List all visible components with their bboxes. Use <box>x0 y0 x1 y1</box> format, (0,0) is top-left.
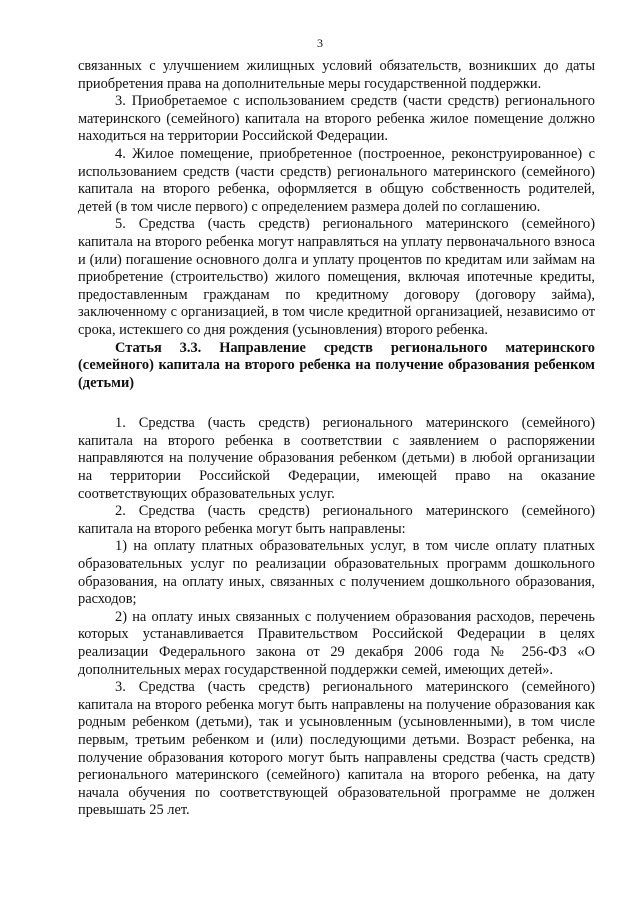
paragraph-continuation: связанных с улучшением жилищных условий обязательств, возникших до даты приобретения права на дополнительные меры государственной поддержки. <box>78 58 595 92</box>
page-number: 3 <box>317 36 323 50</box>
paragraph-item-5: 5. Средства (часть средств) регионального материнского (семейного) капитала на второго ребенка могут направляться на уплату первоначального взноса и (или) погашение основного долга и уплату процентов по кредитам или займам на приобретение (строительство) жилого помещения, включая ипотечные кредиты, предоставленным гражданам по кредитному договору (договору займа), заключенному с организацией, в том числе кредитной организацией, независимо от срока, истекшего со дня рождения (усыновления) второго ребенка. <box>78 216 595 338</box>
article-paragraph-3: 3. Средства (часть средств) регионального материнского (семейного) капитала на второго ребенка могут быть направлены на получение образования как родным ребенком (детьми), так и усыновленным (усыновленными), в том числе первым, третьим ребенком и (или) последующими детьми. Возраст ребенка, на получение образования которого могут быть направлены средства (часть средств) регионального материнского (семейного) капитала на второго ребенка, на дату начала обучения по соответствующей образовательной программе не должен превышать 25 лет. <box>78 679 595 819</box>
article-heading: Статья 3.3. Направление средств регионального материнского (семейного) капитала на второго ребенка на получение образования ребенком (детьми) <box>78 339 595 391</box>
document-body <box>78 58 595 820</box>
article-paragraph-1: 1. Средства (часть средств) регионального материнского (семейного) капитала на второго ребенка в соответствии с заявлением о распоряжении направляются на получение образования ребенком (детьми) в любой организации на территории Российской Федерации, имеющей право на оказание соответствующих образовательных услуг. <box>78 415 595 502</box>
paragraph-item-4: 4. Жилое помещение, приобретенное (построенное, реконструированное) с использованием средств (части средств) регионального материнского (семейного) капитала на второго ребенка, оформляется в общую собственность родителей, детей (в том числе первого) с определением размера долей по соглашению. <box>78 145 595 215</box>
article-paragraph-2: 2. Средства (часть средств) регионального материнского (семейного) капитала на второго ребенка могут быть направлены: <box>78 503 595 537</box>
article-subitem-2: 2) на оплату иных связанных с получением образования расходов, перечень которых устанавливается Правительством Российской Федерации в целях реализации Федерального закона от 29 декабря 2006 года № 256-ФЗ «О дополнительных мерах государственной поддержки семей, имеющих детей». <box>78 608 595 678</box>
paragraph-item-3: 3. Приобретаемое с использованием средств (части средств) регионального материнского (семейного) капитала на второго ребенка жилое помещение должно находиться на территории Российской Федерации. <box>78 93 595 145</box>
article-subitem-1: 1) на оплату платных образовательных услуг, в том числе оплату платных образовательных услуг по реализации образовательных программ дошкольного образования, на оплату иных, связанных с получением дошкольного образования, расходов; <box>78 538 595 608</box>
